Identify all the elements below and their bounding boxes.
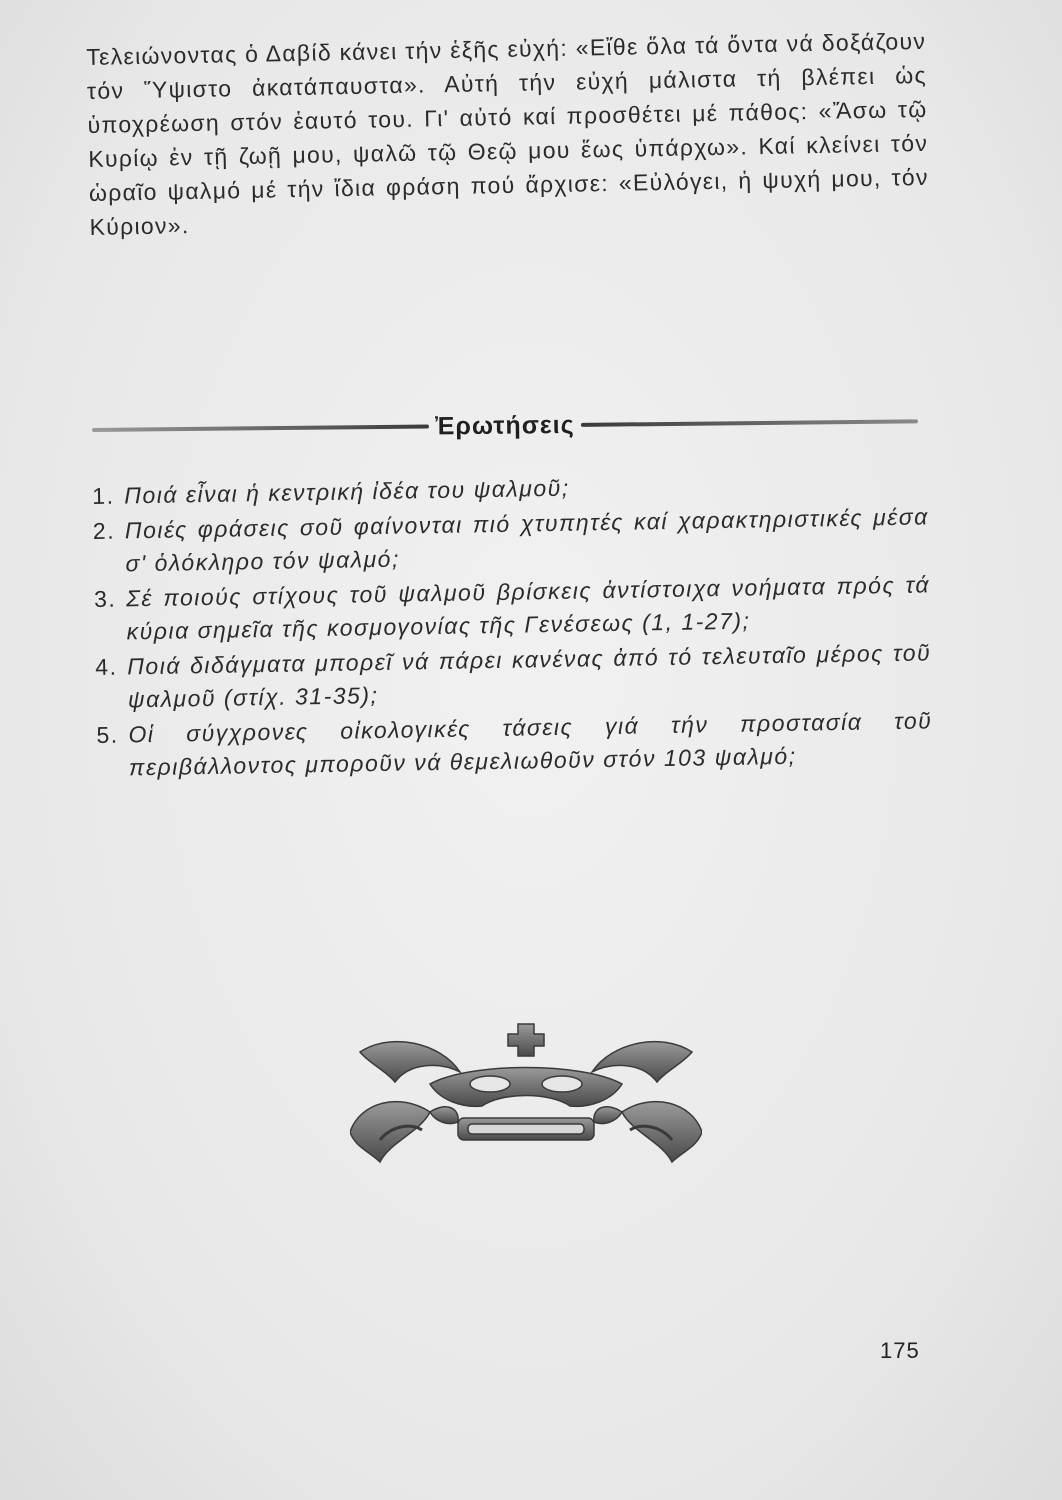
heading-rule-left [92, 424, 429, 432]
question-text: Σέ ποιούς στίχους τοῦ ψαλμοῦ βρίσκεις ἀντίστοιχα νοήματα πρός τά κύρια σημεῖα τῆς κοσμογονίας τῆς Γενέσεως (1, 1-27); [125, 571, 931, 645]
question-item [95, 636, 932, 717]
question-item [96, 704, 933, 785]
questions-heading: Ἐρωτήσεις [435, 410, 575, 440]
question-number: 5. [96, 721, 119, 748]
baroque-ornament-icon [350, 1022, 702, 1170]
question-number: 1. [92, 482, 115, 509]
intro-paragraph: Τελειώνοντας ὁ Δαβίδ κάνει τήν ἑξῆς εὐχή: «Εἴθε ὅλα τά ὄντα νά δοξάζουν τόν Ὕψιστο ἀκατάπαυστα». Αὐτή τήν εὐχή μάλιστα τή βλέπει ὡς ὑποχρέωση στόν ἑαυτό του. Γι' αὐτό καί προσθέτει μέ πάθος: «Ἄσω τῷ Κυρίῳ ἐν τῇ ζωῇ μου, ψαλῶ τῷ Θεῷ μου ἕως ὑπάρχω». Καί κλείνει τόν ὡραῖο ψαλμό μέ τήν ἴδια φράση πού ἄρχισε: «Εὐλόγει, ἡ ψυχή μου, τόν Κύριον». [86, 27, 930, 240]
question-text: Οἱ σύγχρονες οἰκολογικές τάσεις γιά τήν προστασία τοῦ περιβάλλοντος μποροῦν νά θεμελιωθοῦν στόν 103 ψαλμό; [128, 707, 933, 781]
heading-rule-right [581, 419, 918, 427]
question-text: Ποιές φράσεις σοῦ φαίνονται πιό χτυπητές καί χαρακτηριστικές μέσα σ' ὁλόκληρο τόν ψαλμό; [124, 503, 929, 577]
page-number: 175 [880, 1338, 920, 1363]
question-number: 2. [92, 517, 116, 544]
question-item [94, 568, 931, 649]
question-number: 4. [95, 653, 118, 680]
question-text: Ποιά διδάγματα μπορεῖ νά πάρει κανένας ἀπό τό τελευταῖο μέρος τοῦ ψαλμοῦ (στίχ. 31-35); [127, 639, 932, 713]
question-item [93, 500, 930, 581]
question-number: 3. [93, 585, 117, 612]
question-text: Ποιά εἶναι ἡ κεντρική ἰδέα του ψαλμοῦ; [124, 474, 570, 509]
questions-heading-row [92, 401, 918, 450]
questions-list [92, 465, 933, 787]
